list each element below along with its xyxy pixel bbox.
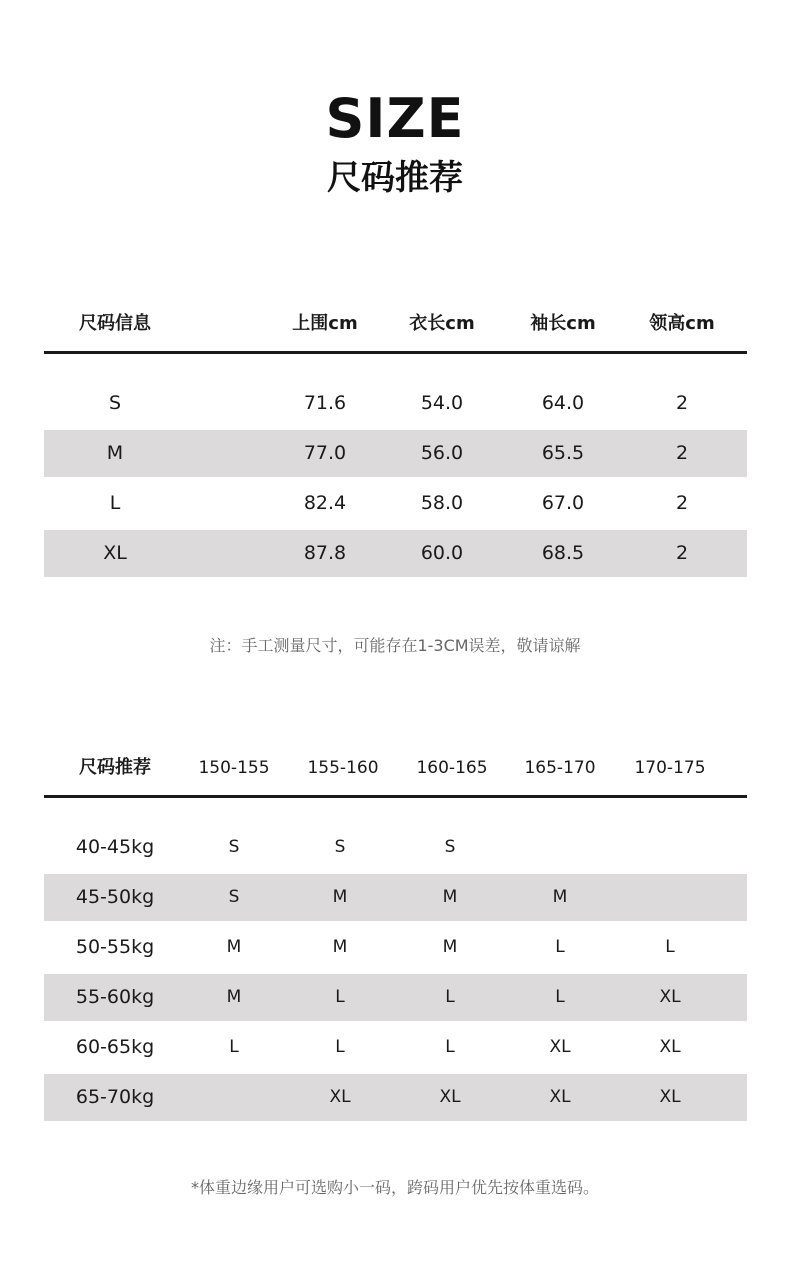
size-cell: S xyxy=(228,887,240,907)
size-cell: L xyxy=(109,492,121,514)
collar-cell: 2 xyxy=(675,492,689,514)
size-cell xyxy=(184,1074,284,1121)
size-cell: L xyxy=(555,987,565,1007)
chest-cell: 87.8 xyxy=(303,542,347,564)
size-cell: L xyxy=(229,1037,239,1057)
recommend-header xyxy=(44,742,747,798)
sleeve-cell: 64.0 xyxy=(541,392,585,414)
page-title-en: SIZE xyxy=(325,87,465,150)
length-cell: 58.0 xyxy=(420,492,464,514)
size-info-table xyxy=(44,298,747,580)
table-row xyxy=(44,380,747,427)
size-cell: XL xyxy=(659,1037,681,1057)
size-cell: XL xyxy=(329,1087,351,1107)
chest-cell: 71.6 xyxy=(303,392,347,414)
size-cell: XL xyxy=(659,987,681,1007)
size-cell: M xyxy=(442,887,458,907)
size-recommend-table xyxy=(44,742,747,1124)
weight-cell: 60-65kg xyxy=(75,1036,155,1058)
table-row xyxy=(44,1024,747,1071)
chest-cell: 77.0 xyxy=(303,442,347,464)
sleeve-cell: 68.5 xyxy=(541,542,585,564)
size-cell: XL xyxy=(549,1087,571,1107)
header-collar: 领高cm xyxy=(649,313,715,334)
size-cell: L xyxy=(445,987,455,1007)
chest-cell: 82.4 xyxy=(303,492,347,514)
collar-cell: 2 xyxy=(675,542,689,564)
weight-cell: 50-55kg xyxy=(75,936,155,958)
size-cell xyxy=(620,874,720,921)
size-cell: M xyxy=(226,937,242,957)
size-cell: L xyxy=(445,1037,455,1057)
size-cell: M xyxy=(552,887,568,907)
measurement-note: 注：手工测量尺寸，可能存在1-3CM误差，敬请谅解 xyxy=(209,636,581,655)
size-cell: L xyxy=(665,937,675,957)
header-recommend: 尺码推荐 xyxy=(79,757,151,778)
header-height-170: 170-175 xyxy=(634,758,706,778)
size-cell: S xyxy=(444,837,456,857)
header-height-160: 160-165 xyxy=(416,758,488,778)
table-row xyxy=(44,430,747,477)
table-row xyxy=(44,1074,747,1121)
sleeve-cell: 67.0 xyxy=(541,492,585,514)
size-cell: S xyxy=(334,837,346,857)
page-title-cn: 尺码推荐 xyxy=(327,158,463,198)
size-cell: XL xyxy=(659,1087,681,1107)
collar-cell: 2 xyxy=(675,442,689,464)
size-cell: M xyxy=(332,887,348,907)
size-cell: M xyxy=(226,987,242,1007)
table-row xyxy=(44,480,747,527)
sleeve-cell: 65.5 xyxy=(541,442,585,464)
weight-cell: 55-60kg xyxy=(75,986,155,1008)
header-sleeve: 袖长cm xyxy=(530,313,596,334)
size-cell: M xyxy=(106,442,124,464)
table-row xyxy=(44,874,747,921)
size-cell: L xyxy=(555,937,565,957)
weight-cell: 40-45kg xyxy=(75,836,155,858)
header-height-165: 165-170 xyxy=(524,758,596,778)
length-cell: 54.0 xyxy=(420,392,464,414)
header-height-155: 155-160 xyxy=(307,758,379,778)
table-row xyxy=(44,530,747,577)
header-size-info: 尺码信息 xyxy=(79,313,151,334)
size-cell xyxy=(510,824,610,871)
size-cell: L xyxy=(335,1037,345,1057)
length-cell: 60.0 xyxy=(420,542,464,564)
recommend-note: *体重边缘用户可选购小一码，跨码用户优先按体重选码。 xyxy=(190,1178,599,1197)
header-length: 衣长cm xyxy=(409,313,475,334)
size-info-header xyxy=(44,298,747,354)
weight-cell: 65-70kg xyxy=(75,1086,155,1108)
size-cell: S xyxy=(108,392,122,414)
length-cell: 56.0 xyxy=(420,442,464,464)
size-cell: S xyxy=(228,837,240,857)
size-cell: XL xyxy=(103,542,127,564)
collar-cell: 2 xyxy=(675,392,689,414)
table-row xyxy=(44,924,747,971)
table-row xyxy=(44,974,747,1021)
table-row xyxy=(44,824,747,871)
size-cell: M xyxy=(442,937,458,957)
size-cell xyxy=(620,824,720,871)
weight-cell: 45-50kg xyxy=(75,886,155,908)
size-cell: M xyxy=(332,937,348,957)
header-chest: 上围cm xyxy=(292,313,358,334)
header-height-150: 150-155 xyxy=(198,758,270,778)
size-cell: XL xyxy=(549,1037,571,1057)
size-cell: L xyxy=(335,987,345,1007)
size-cell: XL xyxy=(439,1087,461,1107)
